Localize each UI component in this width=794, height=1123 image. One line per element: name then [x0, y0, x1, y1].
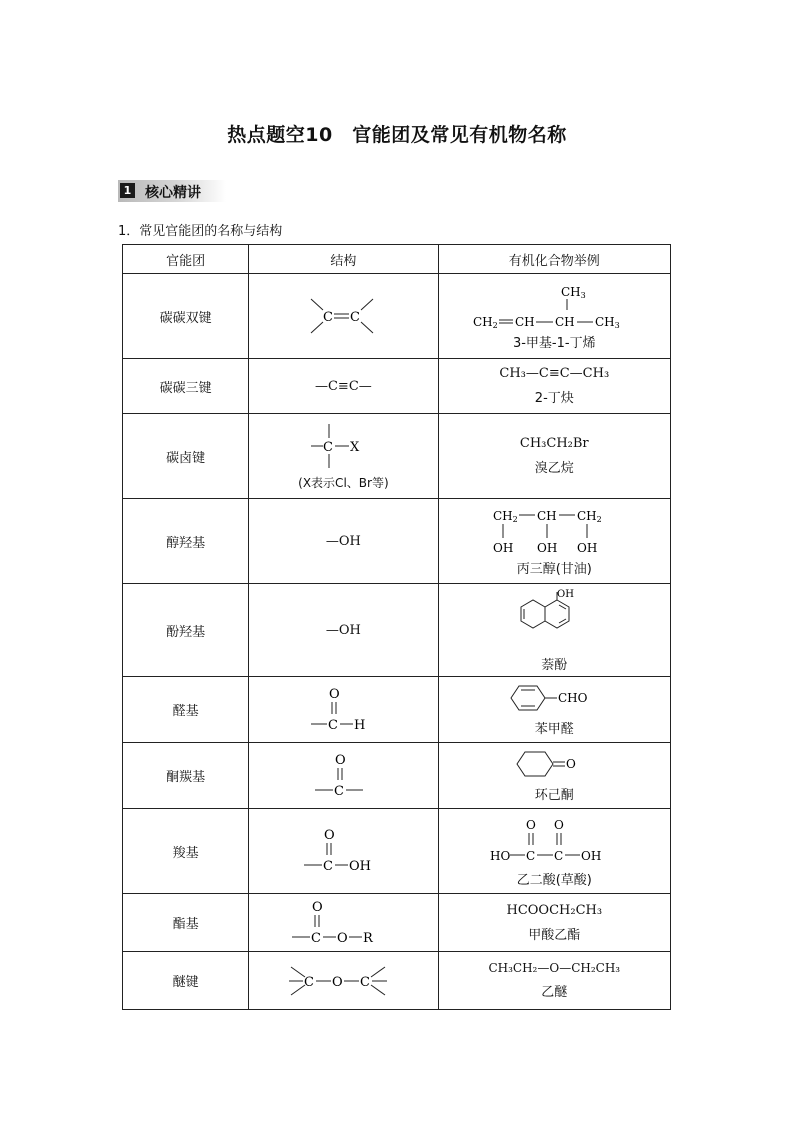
example-cell: [438, 894, 670, 952]
carboxyl-structure-diagram: [298, 825, 388, 877]
group-name: 碳卤键: [123, 414, 249, 499]
svg-text:C: C: [526, 848, 536, 863]
structure-cell: [249, 743, 438, 809]
group-name: 碳碳双键: [123, 274, 249, 359]
example-name: 3-甲基-1-丁烯: [512, 335, 596, 351]
svg-text:OH: OH: [537, 540, 558, 555]
svg-text:HO: HO: [490, 848, 511, 863]
example-cell: [438, 359, 670, 414]
example-cell: [438, 952, 670, 1010]
ether-structure-diagram: [283, 957, 403, 1005]
example-name: 环己酮: [534, 788, 574, 803]
example-cell: [438, 809, 670, 894]
functional-group-table: [122, 244, 671, 1010]
svg-text:C: C: [328, 717, 339, 733]
glycerol-structure: [489, 506, 619, 556]
svg-text:O: O: [332, 974, 344, 990]
group-name: 羧基: [123, 809, 249, 894]
example-formula: CH₃CH₂—O—CH₂CH₃: [488, 961, 621, 975]
page-title: 热点题空10 官能团及常见有机物名称: [227, 124, 567, 146]
header-functional-group: 官能团: [123, 245, 249, 274]
table-row: [123, 584, 671, 677]
haloalkane-structure-diagram: [303, 422, 383, 470]
example-formula: HCOOCH₂CH₃: [506, 902, 603, 918]
example-formula: CH₃—C≡C—CH₃: [499, 366, 610, 381]
header-structure: 结构: [249, 245, 438, 274]
structure-cell: [249, 414, 438, 499]
svg-text:OH: OH: [577, 540, 598, 555]
subheading: 1．常见官能团的名称与结构: [118, 224, 283, 239]
svg-text:CH2: CH2: [493, 508, 519, 524]
svg-text:CH: CH: [537, 508, 557, 523]
structure-cell: —C≡C—: [249, 359, 438, 414]
table-row: [123, 274, 671, 359]
alkene-structure-diagram: [303, 293, 383, 339]
naphthol-structure: [509, 588, 599, 650]
svg-text:O: O: [335, 752, 347, 768]
svg-text:O: O: [329, 686, 341, 702]
svg-text:OH: OH: [349, 859, 372, 874]
table-row: [123, 894, 671, 952]
example-name: 溴乙烷: [534, 461, 574, 476]
example-name: 丙三醇(甘油): [516, 561, 592, 577]
group-name: 碳碳三键: [123, 359, 249, 414]
example-cell: [438, 499, 670, 584]
group-name: 醚键: [123, 952, 249, 1010]
svg-text:O: O: [312, 899, 324, 915]
structure-cell: [249, 274, 438, 359]
svg-text:CH: CH: [515, 314, 535, 329]
oxalic-acid-structure: [484, 815, 624, 867]
svg-text:CH: CH: [555, 314, 575, 329]
svg-text:OH: OH: [581, 848, 602, 863]
svg-text:C: C: [323, 439, 334, 455]
group-name: 醛基: [123, 677, 249, 743]
table-row: [123, 809, 671, 894]
structure-cell: [249, 677, 438, 743]
svg-text:C: C: [304, 974, 315, 990]
ketone-structure-diagram: [303, 750, 383, 802]
example-formula: CH₃CH₂Br: [519, 436, 589, 451]
table-row: [123, 359, 671, 414]
group-name: 酯基: [123, 894, 249, 952]
example-name: 乙醚: [541, 985, 568, 1000]
table-row: [123, 677, 671, 743]
svg-text:CH2: CH2: [577, 508, 603, 524]
header-example: 有机化合物举例: [438, 245, 670, 274]
ester-structure-diagram: [288, 897, 398, 949]
svg-text:CH2: CH2: [473, 314, 499, 330]
svg-text:CH3: CH3: [595, 314, 621, 330]
table-row: [123, 743, 671, 809]
example-name: 甲酸乙酯: [528, 927, 581, 943]
table-header-row: [123, 245, 671, 274]
svg-text:X: X: [350, 439, 360, 455]
svg-text:O: O: [526, 817, 537, 832]
example-name: 萘酚: [541, 657, 568, 673]
example-cell: [438, 677, 670, 743]
example-cell: [438, 414, 670, 499]
group-name: 醇羟基: [123, 499, 249, 584]
section-label: 核心精讲: [145, 185, 201, 201]
svg-text:O: O: [324, 828, 336, 843]
example-name: 2-丁炔: [534, 391, 574, 406]
structure-note: (X表示Cl、Br等): [298, 475, 389, 490]
structure-cell: —OH: [249, 584, 438, 677]
svg-text:CH3: CH3: [561, 284, 587, 300]
section-banner: [118, 180, 226, 202]
svg-text:C: C: [350, 310, 361, 325]
example-name: 苯甲醛: [534, 722, 574, 737]
table-row: [123, 414, 671, 499]
structure-cell: [249, 809, 438, 894]
svg-text:CHO: CHO: [558, 691, 588, 705]
svg-text:C: C: [334, 783, 345, 799]
methylbutene-structure: [469, 282, 639, 332]
cyclohexanone-structure: [499, 748, 609, 780]
example-cell: [438, 743, 670, 809]
ketone-oxygen-label: O: [566, 757, 577, 771]
svg-text:C: C: [323, 859, 334, 874]
svg-text:C: C: [360, 974, 371, 990]
svg-text:O: O: [554, 817, 565, 832]
structure-cell: —OH: [249, 499, 438, 584]
svg-text:C: C: [323, 310, 334, 325]
example-cell: [438, 584, 670, 677]
svg-text:C: C: [554, 848, 564, 863]
structure-cell: [249, 952, 438, 1010]
table-row: [123, 952, 671, 1010]
svg-text:OH: OH: [493, 540, 514, 555]
svg-text:OH: OH: [557, 588, 575, 600]
svg-text:H: H: [354, 717, 366, 733]
svg-text:O: O: [337, 930, 349, 946]
section-number-badge: 1: [120, 183, 135, 198]
group-name: 酮羰基: [123, 743, 249, 809]
svg-text:C: C: [311, 930, 322, 946]
table-row: [123, 499, 671, 584]
group-name: 酚羟基: [123, 584, 249, 677]
example-name: 乙二酸(草酸): [516, 872, 592, 888]
structure-cell: [249, 894, 438, 952]
benzaldehyde-structure: [499, 682, 609, 714]
example-cell: [438, 274, 670, 359]
svg-text:R: R: [363, 930, 374, 946]
aldehyde-structure-diagram: [303, 684, 383, 736]
